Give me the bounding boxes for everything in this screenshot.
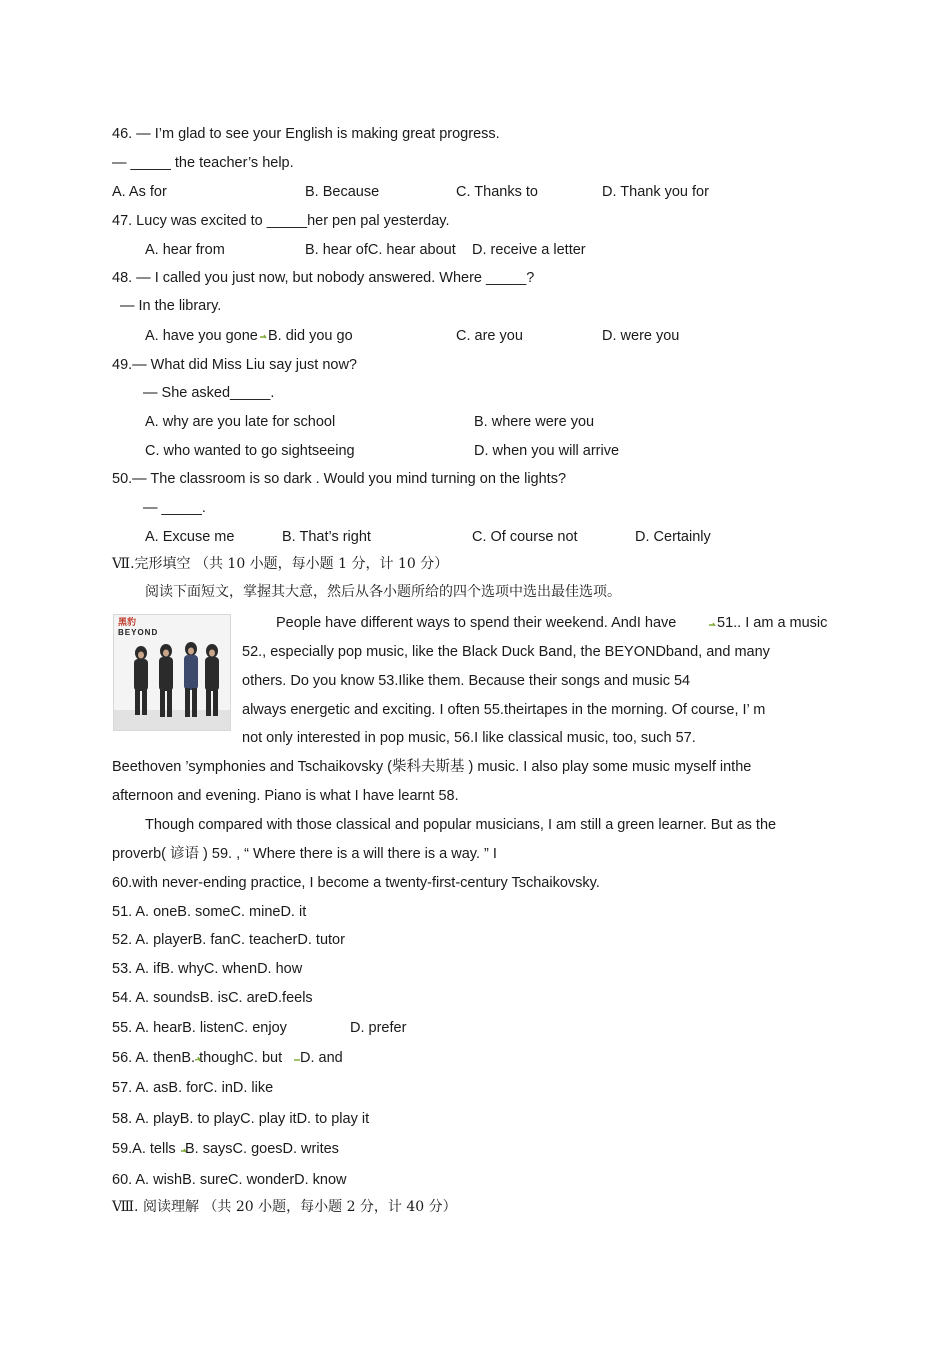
passage-line-1b: 51.. I am a music [717,615,828,631]
q50-option-a: A. Excuse me [145,529,235,545]
green-mark-icon [708,620,716,628]
choice-51: 51. A. oneB. someC. mineD. it [112,904,307,920]
passage-line-4: always energetic and exciting. I often 55.theirtapes in the morning. Of course, I’ m [242,702,766,718]
passage-line-9: proverb( 谚语 ) 59. , “ Where there is a will there is a way. ” I [112,846,497,862]
q48-stem: 48. — I called you just now, but nobody answered. Where _____? [112,270,535,286]
q49-option-a: A. why are you late for school [145,414,336,430]
choice-52: 52. A. playerB. fanC. teacherD. tutor [112,932,345,948]
passage-line-7: afternoon and evening. Piano is what I have learnt 58. [112,788,459,804]
passage-line-1a: People have different ways to spend their weekend. AndI have [276,615,677,631]
q48-option-a: A. have you gone [145,328,258,344]
photo-caption-cn: 黑豹 [118,617,137,627]
section8-heading: Ⅷ. 阅读理解 （共 20 小题，每小题 2 分，计 40 分） [112,1199,457,1215]
q48-option-c: C. are you [456,328,523,344]
choice-59-b: B. saysC. goesD. writes [185,1141,339,1157]
passage-line-8: Though compared with those classical and popular musicians, I am still a green learner. But as the [145,817,777,833]
choice-56-d: D. and [300,1050,343,1066]
band-members-figure [114,615,230,730]
q50-option-d: D. Certainly [635,529,711,545]
q46-option-a: A. As for [112,184,167,200]
q49-option-d: D. when you will arrive [474,443,620,459]
choice-57: 57. A. asB. forC. inD. like [112,1080,274,1096]
green-mark-icon [194,1055,202,1063]
choice-53: 53. A. ifB. whyC. whenD. how [112,961,303,977]
photo-caption-en: BEYOND [118,628,159,637]
choice-60: 60. A. wishB. sureC. wonderD. know [112,1172,347,1188]
choice-56: 56. A. thenB. thoughC. but [112,1050,283,1066]
choice-58: 58. A. playB. to playC. play itD. to play it [112,1111,370,1127]
choice-55: 55. A. hearB. listenC. enjoy [112,1020,287,1036]
choice-59: 59.A. tells [112,1141,176,1157]
choice-54: 54. A. soundsB. isC. areD.feels [112,990,313,1006]
q46-option-d: D. Thank you for [602,184,709,200]
q48-option-d: D. were you [602,328,680,344]
q46-option-c: C. Thanks to [456,184,538,200]
q47-option-d: D. receive a letter [472,242,586,258]
choice-55-d: D. prefer [350,1020,407,1036]
passage-line-3: others. Do you know 53.Ilike them. Because their songs and music 54 [242,673,691,689]
q46-stem: 46. — I’m glad to see your English is making great progress. [112,126,500,142]
q50-option-b: B. That’s right [282,529,371,545]
q49-option-b: B. where were you [474,414,595,430]
q46-answer: — _____ the teacher’s help. [112,155,294,171]
passage-line-10: 60.with never-ending practice, I become a twenty-first-century Tschaikovsky. [112,875,600,891]
q48-answer: — In the library. [120,298,222,314]
q50-answer: — _____. [143,500,206,516]
band-photo [113,614,231,731]
q50-option-c: C. Of course not [472,529,578,545]
q49-option-c: C. who wanted to go sightseeing [145,443,355,459]
q47-option-a: A. hear from [145,242,225,258]
section7-heading: Ⅶ.完形填空 （共 10 小题，每小题 1 分，计 10 分） [112,556,449,572]
passage-line-2: 52., especially pop music, like the Black Duck Band, the BEYONDband, and many [242,644,770,660]
section7-instruction: 阅读下面短文，掌握其大意，然后从各小题所给的四个选项中选出最佳选项。 [145,584,621,600]
green-mark-icon [259,333,267,341]
q50-stem: 50.— The classroom is so dark . Would you mind turning on the lights? [112,471,567,487]
q47-stem: 47. Lucy was excited to _____her pen pal yesterday. [112,213,450,229]
q49-stem: 49.— What did Miss Liu say just now? [112,357,357,373]
q49-answer: — She asked_____. [143,385,275,401]
passage-line-6: Beethoven ’symphonies and Tschaikovsky (柴科夫斯基 ) music. I also play some music myself inthe [112,759,752,775]
q46-option-b: B. Because [305,184,380,200]
passage-line-5: not only interested in pop music, 56.I like classical music, too, such 57. [242,730,696,746]
q48-option-b: B. did you go [268,328,353,344]
q47-option-bc: B. hear ofC. hear about [305,242,456,258]
